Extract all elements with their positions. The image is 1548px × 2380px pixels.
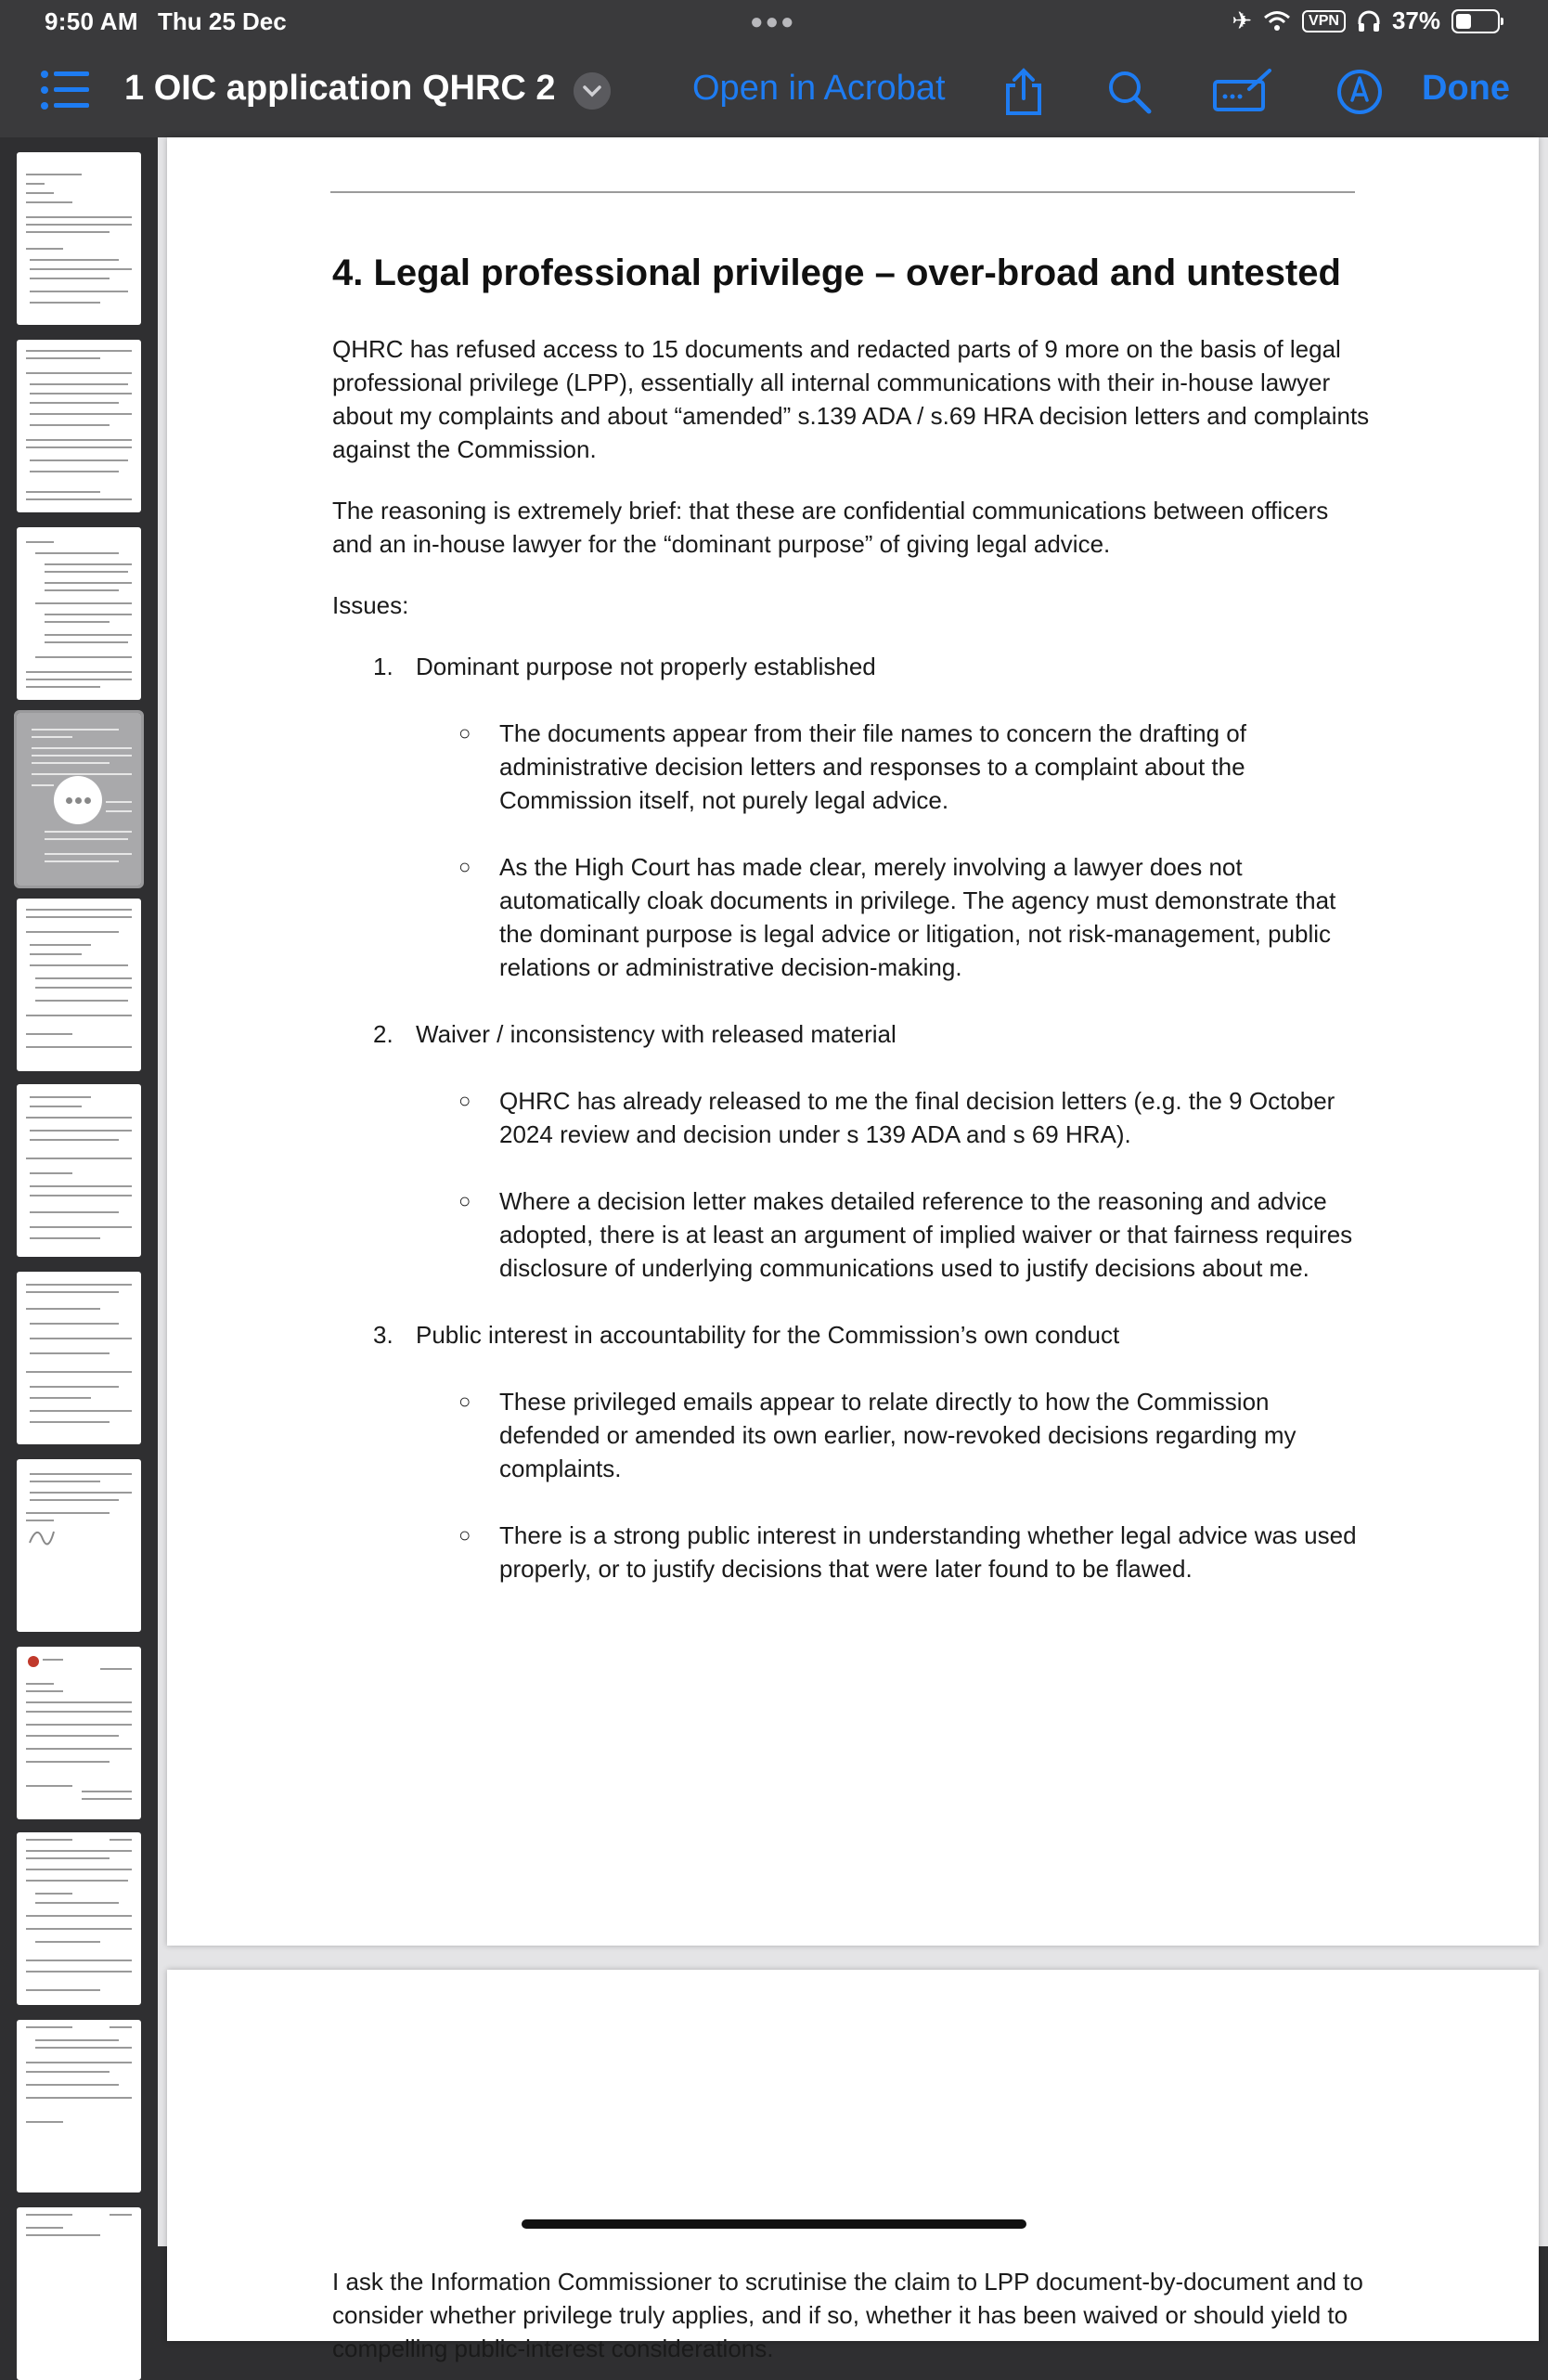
open-in-acrobat-button[interactable]: Open in Acrobat <box>692 69 946 108</box>
page-thumbnail[interactable] <box>17 1272 141 1444</box>
circle-bullet-icon: ○ <box>458 855 471 878</box>
issue-title: Public interest in accountability for the Commission’s own conduct <box>416 1321 1120 1349</box>
status-indicators <box>1232 6 1500 35</box>
document-page <box>167 1970 1539 2362</box>
more-options-icon[interactable] <box>54 776 102 824</box>
issue-point <box>332 850 1372 984</box>
status-date: Thu 25 Dec <box>158 7 287 35</box>
thumbnail-text-lines <box>17 527 141 700</box>
thumbnail-list-icon[interactable] <box>39 67 91 113</box>
issue-point-text: QHRC has already released to me the final decision letters (e.g. the 9 October 2024 review and decision under s 139 ADA and s 69 HRA). <box>499 1087 1335 1148</box>
pen-circle-icon[interactable] <box>1335 67 1385 117</box>
chevron-down-icon[interactable] <box>574 72 611 110</box>
page-thumbnail[interactable] <box>17 1084 141 1257</box>
issue-number: 1. <box>373 653 393 680</box>
issue-number: 3. <box>373 1321 393 1349</box>
battery-icon <box>1451 9 1500 33</box>
document-viewer[interactable] <box>158 137 1548 2362</box>
thumbnail-text-lines <box>17 152 141 325</box>
thumbnail-text-lines <box>17 1459 141 1632</box>
thumbnail-text-lines <box>17 1832 141 2005</box>
airplane-icon: ✈ <box>1232 6 1253 34</box>
page-thumbnail[interactable] <box>17 152 141 325</box>
issue-point <box>332 1084 1372 1151</box>
section-heading: 4. Legal professional privilege – over-broad and untested <box>332 252 1341 293</box>
issue-point-text: There is a strong public interest in understanding whether legal advice was used properly, or to justify decisions that were later found to be flawed. <box>499 1521 1357 1583</box>
thumbnail-text-lines <box>17 340 141 512</box>
page-thumbnail[interactable] <box>17 2020 141 2192</box>
thumbnail-text-lines <box>17 1272 141 1444</box>
issue-title: Waiver / inconsistency with released material <box>416 1020 897 1048</box>
wifi-icon <box>1263 10 1291 32</box>
page-thumbnail-current[interactable] <box>17 713 141 886</box>
status-bar <box>0 0 1548 45</box>
circle-bullet-icon: ○ <box>458 1523 471 1546</box>
page-thumbnail[interactable] <box>17 1832 141 2005</box>
issue-number: 2. <box>373 1020 393 1048</box>
thumbnail-text-lines <box>17 1084 141 1257</box>
headphones-icon <box>1357 9 1381 33</box>
page-thumbnail[interactable] <box>17 899 141 1071</box>
issue-point-text: As the High Court has made clear, merely involving a lawyer does not automatically cloak documents in privilege. The agency must demonstrate that the dominant purpose is legal advice or litigation, not risk-management, public relations or administrative decision-making. <box>499 853 1336 981</box>
issue-point-text: These privileged emails appear to relate directly to how the Commission defended or amended its own earlier, now-revoked decisions regarding my complaints. <box>499 1388 1296 1482</box>
thumbnail-text-lines <box>17 2207 141 2380</box>
issue-item <box>332 1318 1372 1352</box>
share-icon[interactable] <box>999 67 1049 117</box>
page-thumbnail-sidebar <box>0 137 158 2246</box>
page-thumbnail[interactable] <box>17 340 141 512</box>
toolbar <box>0 45 1548 137</box>
issue-point <box>332 1184 1372 1285</box>
circle-bullet-icon: ○ <box>458 1089 471 1112</box>
issue-point <box>332 717 1372 817</box>
page-thumbnail[interactable] <box>17 527 141 700</box>
document-page <box>167 137 1539 1946</box>
battery-percent: 37% <box>1391 6 1440 34</box>
horizontal-rule <box>330 191 1355 193</box>
search-icon[interactable] <box>1104 67 1155 117</box>
issue-item <box>332 650 1372 683</box>
issue-item <box>332 1017 1372 1051</box>
page-thumbnail[interactable] <box>17 1459 141 1632</box>
thumbnail-text-lines <box>17 2020 141 2192</box>
circle-bullet-icon: ○ <box>458 721 471 744</box>
multitasking-dots-icon[interactable]: ●●● <box>750 9 796 34</box>
page-thumbnail[interactable] <box>17 1647 141 1819</box>
status-time: 9:50 AM <box>45 7 138 35</box>
page-thumbnail[interactable] <box>17 2207 141 2380</box>
issue-title: Dominant purpose not properly established <box>416 653 876 680</box>
document-title[interactable]: 1 OIC application QHRC 2 <box>124 69 556 108</box>
circle-bullet-icon: ○ <box>458 1390 471 1413</box>
thumbnail-text-lines <box>17 1647 141 1819</box>
issue-point <box>332 1385 1372 1485</box>
paragraph: QHRC has refused access to 15 documents and redacted parts of 9 more on the basis of legal professional privilege (LPP), essentially all internal communications with their in-house lawyer about my complaints and about “amended” s.139 ADA / s.69 HRA decision letters and complaints against the Commission. <box>332 335 1370 463</box>
issues-label: Issues: <box>332 591 409 619</box>
issue-point-text: The documents appear from their file names to concern the drafting of administrative decision letters and responses to a complaint about the Commission itself, not purely legal advice. <box>499 719 1246 814</box>
thumbnail-text-lines <box>17 899 141 1071</box>
vpn-badge: VPN <box>1302 10 1346 32</box>
page-body <box>332 247 1372 1619</box>
markup-icon[interactable] <box>1212 67 1273 117</box>
home-indicator[interactable] <box>522 2219 1026 2229</box>
issue-point <box>332 1519 1372 1585</box>
circle-bullet-icon: ○ <box>458 1189 471 1212</box>
paragraph: I ask the Information Commissioner to scrutinise the claim to LPP document-by-document and to consider whether privilege truly applies, and if so, whether it has been waived or should yield to compelling public-interest considerations. <box>332 2268 1363 2362</box>
done-button[interactable]: Done <box>1422 69 1510 108</box>
issue-point-text: Where a decision letter makes detailed reference to the reasoning and advice adopted, there is at least an argument of implied waiver or that fairness requires disclosure of underlying communications used to justify decisions about me. <box>499 1187 1353 1282</box>
paragraph: The reasoning is extremely brief: that these are confidential communications between officers and an in-house lawyer for the “dominant purpose” of giving legal advice. <box>332 497 1329 558</box>
